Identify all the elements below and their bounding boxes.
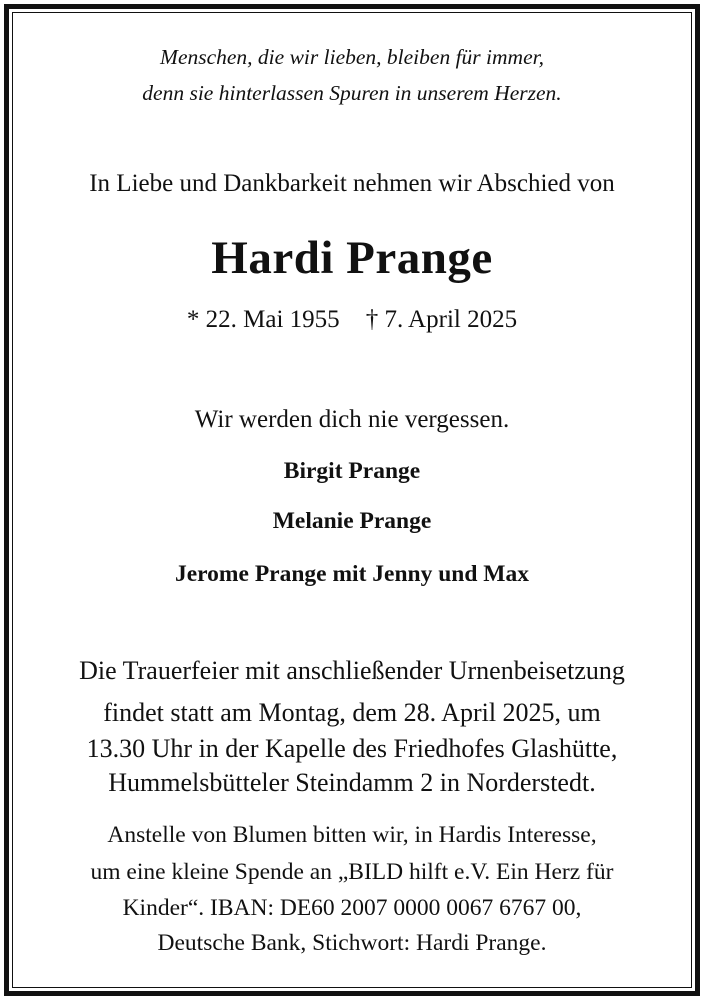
death-date: † 7. April 2025 xyxy=(365,306,518,333)
life-dates xyxy=(0,304,704,336)
funeral-line-1: Die Trauerfeier mit anschließender Urnenbeisetzung xyxy=(79,656,625,685)
birth-date: * 22. Mai 1955 xyxy=(186,306,340,333)
mourner-2: Melanie Prange xyxy=(272,508,432,534)
quote-line-2: denn sie hinterlassen Spuren in unserem Herzen. xyxy=(142,81,562,105)
quote-line-1: Menschen, die wir lieben, bleiben für immer, xyxy=(160,45,544,69)
deceased-name: Hardi Prange xyxy=(211,232,493,284)
donation-line-1: Anstelle von Blumen bitten wir, in Hardis Interesse, xyxy=(107,822,597,848)
donation-line-3: Kinder“. IBAN: DE60 2007 0000 0067 6767 00, xyxy=(122,895,582,921)
donation-line-4: Deutsche Bank, Stichwort: Hardi Prange. xyxy=(157,930,547,956)
donation-line-2: um eine kleine Spende an „BILD hilft e.V. Ein Herz für xyxy=(90,859,614,885)
funeral-line-4: Hummelsbütteler Steindamm 2 in Norderstedt. xyxy=(108,768,596,797)
farewell-text: Wir werden dich nie vergessen. xyxy=(194,406,510,433)
mourner-3: Jerome Prange mit Jenny und Max xyxy=(175,561,529,587)
intro-text: In Liebe und Dankbarkeit nehmen wir Abschied von xyxy=(89,170,615,197)
funeral-line-2: findet statt am Montag, dem 28. April 2025, um xyxy=(103,698,601,727)
funeral-line-3: 13.30 Uhr in der Kapelle des Friedhofes Glashütte, xyxy=(86,734,618,763)
mourner-1: Birgit Prange xyxy=(283,458,421,484)
